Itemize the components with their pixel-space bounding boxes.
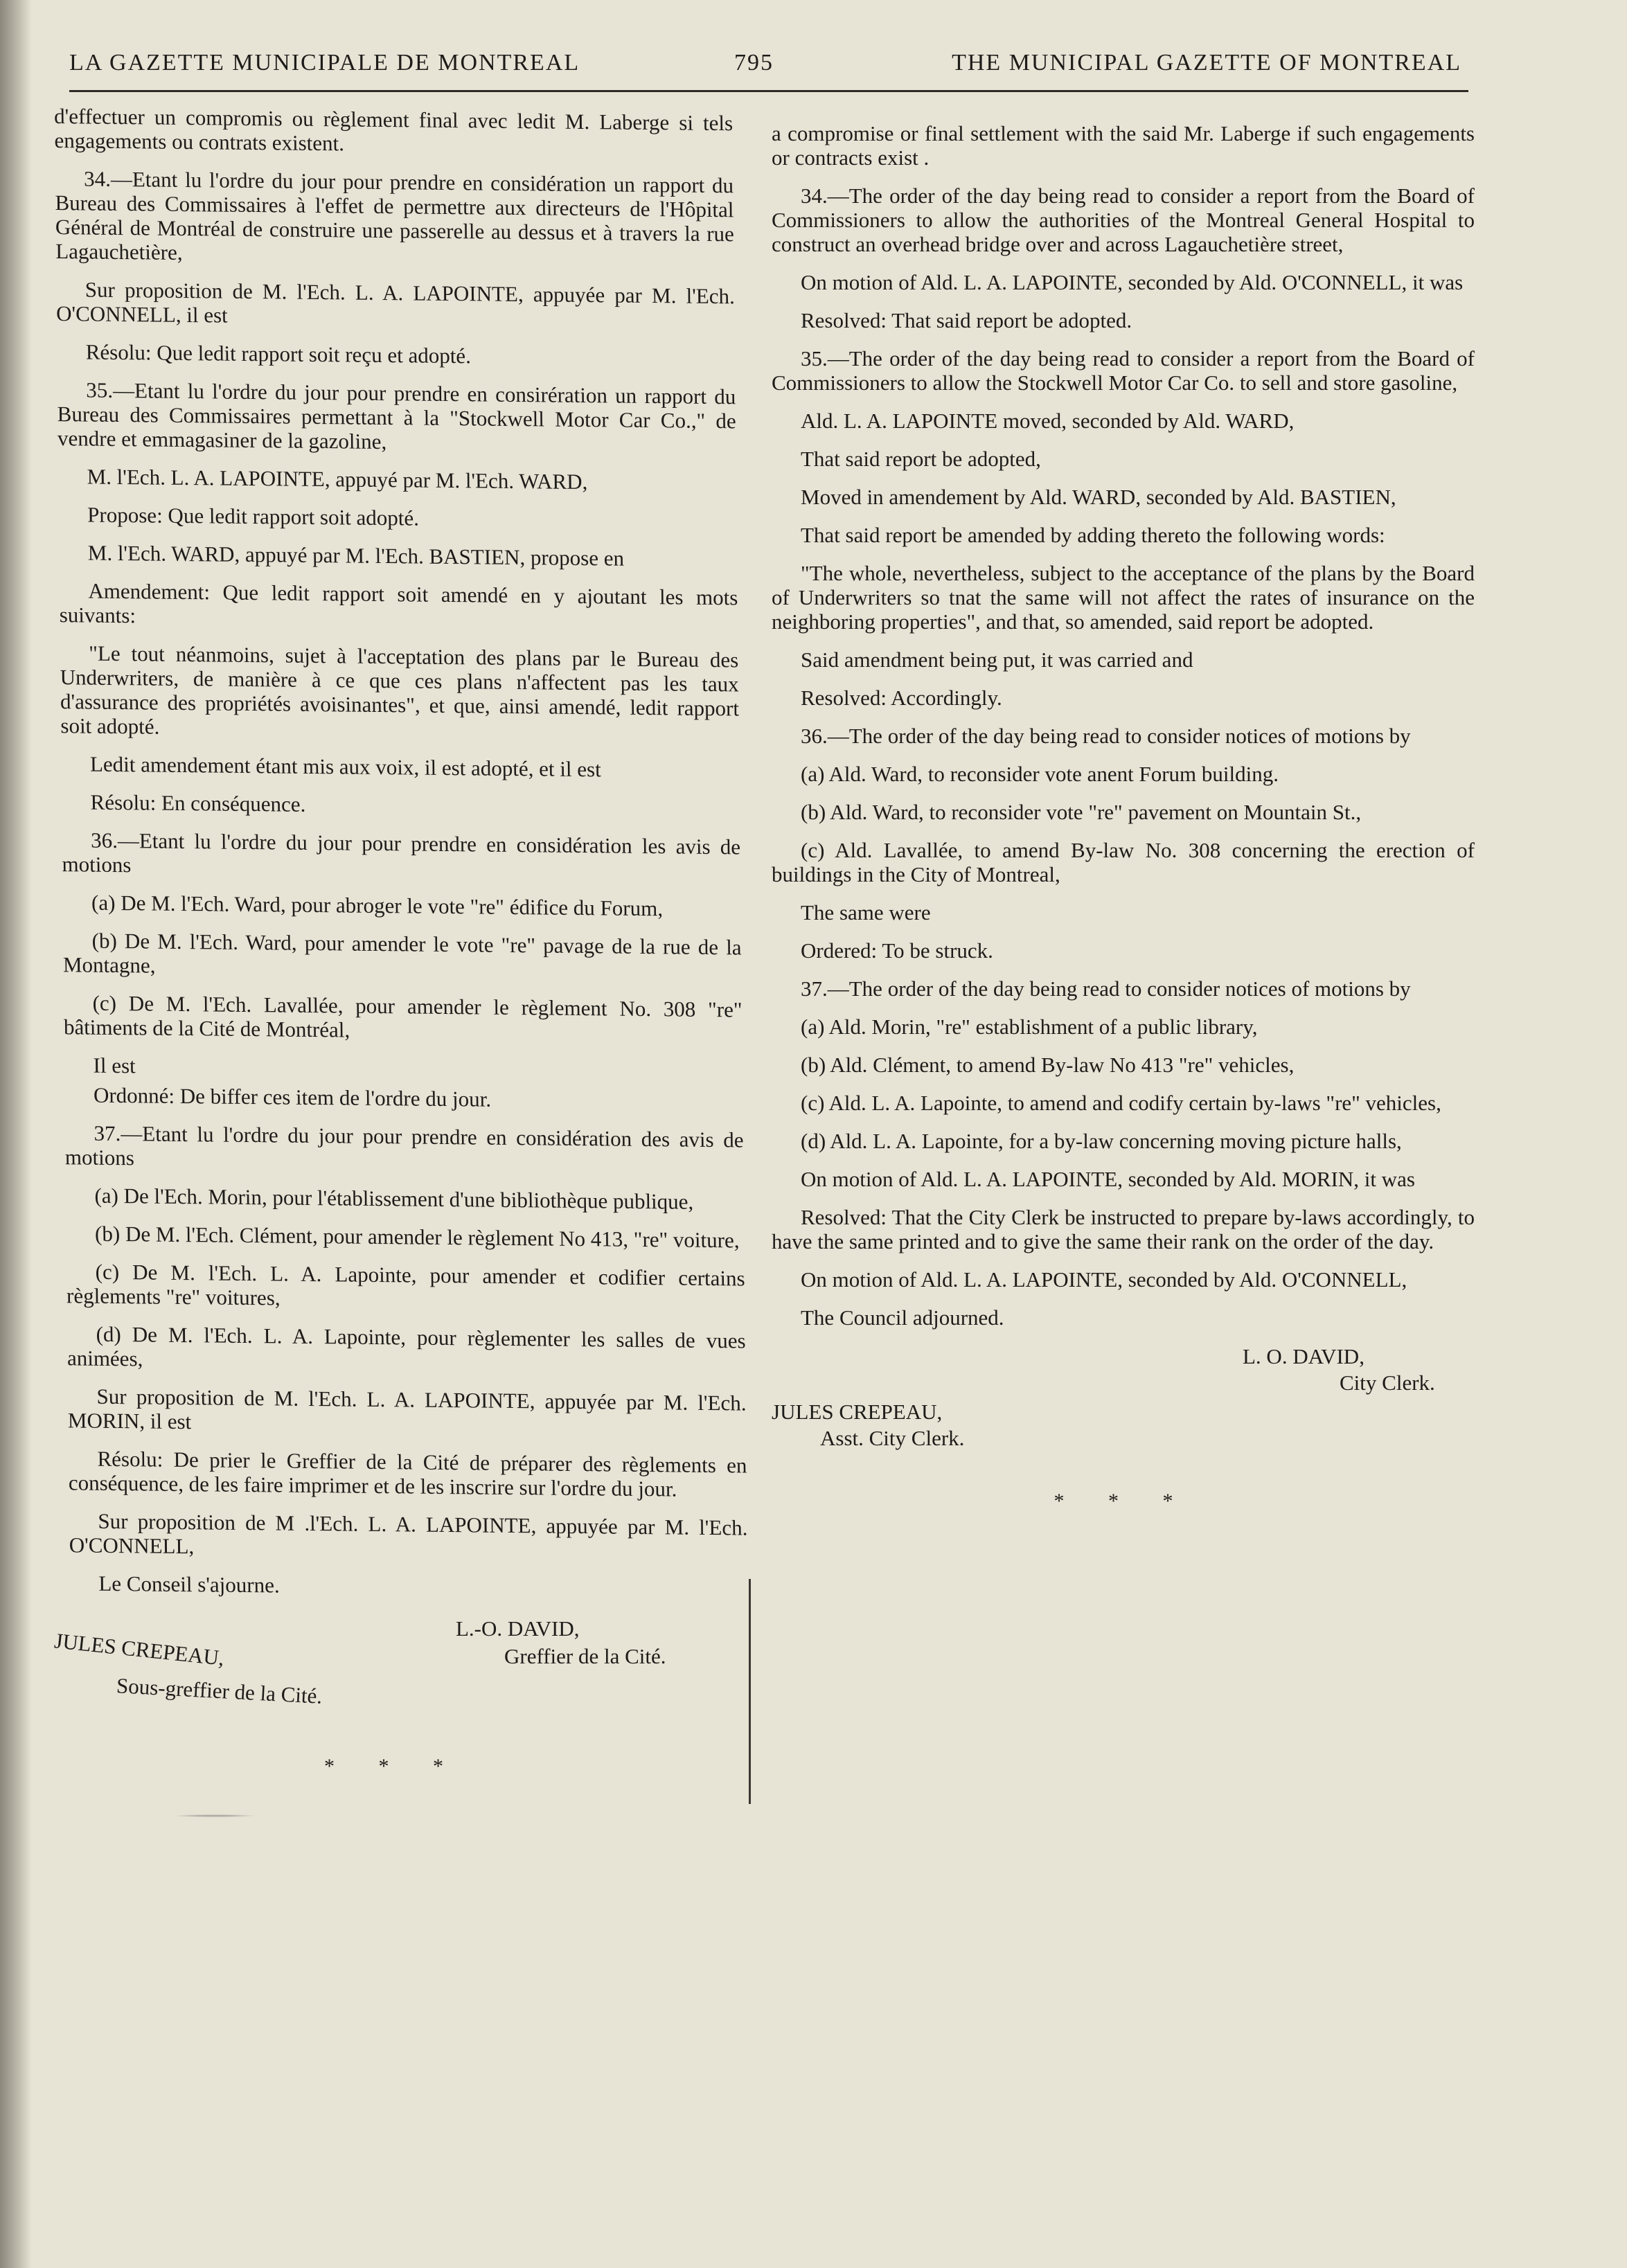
- clerk-name: L. O. DAVID,: [1243, 1344, 1364, 1368]
- header-rule: [69, 90, 1468, 92]
- header-french-title: LA GAZETTE MUNICIPALE DE MONTREAL: [69, 50, 580, 75]
- assistant-clerk-title: Sous-greffier de la Cité.: [116, 1673, 323, 1708]
- paragraph: That said report be amended by adding thereto the following words:: [801, 523, 1385, 547]
- paragraph: Sur proposition de M .l'Ech. L. A. LAPOINTE, appuyée par M. l'Ech. O'CONNELL,: [69, 1508, 748, 1559]
- paragraph: (c) Ald. Lavallée, to amend By-law No. 308 concerning the erection of buildings in the City of Montreal,: [772, 838, 1475, 886]
- clerk-name: L.-O. DAVID,: [456, 1616, 580, 1641]
- paragraph: (b) Ald. Clément, to amend By-law No 413 "re" vehicles,: [801, 1053, 1295, 1077]
- paragraph: Résolu: En conséquence.: [90, 789, 306, 816]
- paragraph: Ledit amendement étant mis aux voix, il est adopté, et il est: [89, 751, 601, 782]
- page-binding-shadow: [0, 0, 32, 2268]
- paragraph: Said amendment being put, it was carried and: [801, 648, 1193, 672]
- paragraph: Sur proposition de M. l'Ech. L. A. LAPOINTE, appuyée par M. l'Ech. O'CONNELL, il est: [55, 277, 735, 328]
- paragraph: Résolu: De prier le Greffier de la Cité de préparer des règlements en conséquence, de les faire imprimer et de les inscrire sur l'ordre du jour.: [68, 1446, 747, 1501]
- paragraph: 37.—The order of the day being read to consider notices of motions by: [801, 976, 1411, 1001]
- paragraph: "The whole, nevertheless, subject to the acceptance of the plans by the Board of Underwriters so tnat the same will not affect the rates of insurance on the neighboring properties", and that, so amended, said report be adopted.: [772, 561, 1475, 634]
- paragraph: a compromise or final settlement with the said Mr. Laberge if such engagements or contracts exist .: [772, 121, 1475, 170]
- column-divider: [749, 1579, 751, 1804]
- paragraph: (d) Ald. L. A. Lapointe, for a by-law concerning moving picture halls,: [801, 1129, 1402, 1153]
- section-end-stars: * * *: [1053, 1490, 1193, 1512]
- paragraph: 34.—Etant lu l'ordre du jour pour prendre en considération un rapport du Bureau des Commissaires à l'effet de permettre aux directeurs de l'Hôpital Général de Montréal de construire une passerelle au dessus et à travers la rue Lagauchetière,: [55, 166, 734, 265]
- paragraph: The same were: [801, 900, 931, 925]
- paragraph: Sur proposition de M. l'Ech. L. A. LAPOINTE, appuyée par M. l'Ech. MORIN, il est: [67, 1384, 747, 1434]
- page-number: 795: [734, 50, 774, 75]
- paragraph: (a) Ald. Morin, "re" establishment of a public library,: [801, 1015, 1258, 1039]
- paragraph: On motion of Ald. L. A. LAPOINTE, seconded by Ald. O'CONNELL, it was: [801, 270, 1464, 294]
- paragraph: On motion of Ald. L. A. LAPOINTE, seconded by Ald. MORIN, it was: [801, 1167, 1415, 1191]
- french-signature-block: [54, 1609, 733, 1747]
- paragraph: 34.—The order of the day being read to consider a report from the Board of Commissioners to allow the authorities of the Montreal General Hospital to construct an overhead bridge over and across Lagauchetière street,: [772, 184, 1475, 256]
- header-english-title: THE MUNICIPAL GAZETTE OF MONTREAL: [952, 50, 1461, 75]
- clerk-title: City Clerk.: [1340, 1370, 1435, 1395]
- paragraph: 35.—Etant lu l'ordre du jour pour prendre en consirération un rapport du Bureau des Commissaires permettant à la "Stockwell Motor Car Co.," de vendre et emmagasiner de la gazoline,: [57, 377, 736, 454]
- paragraph: (c) De M. l'Ech. Lavallée, pour amender le règlement No. 308 "re" bâtiments de la Cité de Montréal,: [63, 990, 743, 1042]
- paragraph: (b) Ald. Ward, to reconsider vote "re" pavement on Mountain St.,: [801, 800, 1362, 824]
- paragraph: Propose: Que ledit rapport soit adopté.: [87, 502, 420, 530]
- paragraph: (c) De M. l'Ech. L. A. Lapointe, pour amender et codifier certains règlements "re" voitures,: [66, 1259, 745, 1310]
- page-header: [69, 50, 1461, 91]
- assistant-clerk-name: JULES CREPEAU,: [772, 1400, 943, 1424]
- paragraph: That said report be adopted,: [801, 447, 1041, 471]
- paper-blemish: [173, 1814, 256, 1817]
- paragraph: 35.—The order of the day being read to consider a report from the Board of Commissioners to allow the Stockwell Motor Car Co. to sell and store gasoline,: [772, 346, 1475, 395]
- paragraph: (c) Ald. L. A. Lapointe, to amend and codify certain by-laws "re" vehicles,: [801, 1091, 1441, 1115]
- paragraph: 36.—Etant lu l'ordre du jour pour prendre en considération les avis de motions: [62, 828, 741, 877]
- paragraph: Resolved: That said report be adopted.: [801, 308, 1132, 332]
- paragraph: (d) De M. l'Ech. L. A. Lapointe, pour règlementer les salles de vues animées,: [66, 1321, 746, 1371]
- assistant-clerk-name: JULES CREPEAU,: [53, 1628, 226, 1670]
- french-column: [53, 104, 748, 1778]
- paragraph: The Council adjourned.: [801, 1305, 1004, 1330]
- paragraph: Le Conseil s'ajourne.: [98, 1571, 280, 1598]
- paragraph: M. l'Ech. WARD, appuyé par M. l'Ech. BASTIEN, propose en: [87, 540, 625, 571]
- paragraph: Résolu: Que ledit rapport soit reçu et adopté.: [85, 339, 472, 368]
- paragraph: "Le tout néanmoins, sujet à l'acceptation des plans par le Bureau des Underwriters, de manière à ce que ces plans n'affectent pas les taux d'assurance des propriétés avoisinantes", et que, ainsi amendé, ledit rapport soit adopté.: [60, 641, 740, 739]
- paragraph: d'effectuer un compromis ou règlement final avec ledit M. Laberge si tels engagements ou contrats existent.: [54, 104, 734, 156]
- paragraph: 37.—Etant lu l'ordre du jour pour prendre en considération des avis de motions: [64, 1120, 744, 1170]
- section-end-stars: * * *: [324, 1755, 463, 1778]
- paragraph: Resolved: Accordingly.: [801, 686, 1002, 710]
- paragraph: Il est: [93, 1053, 136, 1078]
- paragraph: Ordonné: De biffer ces item de l'ordre du jour.: [93, 1082, 492, 1111]
- paragraph: (b) De M. l'Ech. Clément, pour amender le règlement No 413, "re" voiture,: [94, 1221, 740, 1253]
- paragraph: Amendement: Que ledit rapport soit amendé en y ajoutant les mots suivants:: [59, 578, 738, 628]
- paragraph: (b) De M. l'Ech. Ward, pour amender le vote "re" pavage de la rue de la Montagne,: [62, 928, 742, 978]
- clerk-title: Greffier de la Cité.: [504, 1644, 666, 1668]
- paragraph: (a) Ald. Ward, to reconsider vote anent Forum building.: [801, 762, 1279, 786]
- assistant-clerk-title: Asst. City Clerk.: [820, 1426, 965, 1450]
- paragraph: Ald. L. A. LAPOINTE moved, seconded by Ald. WARD,: [801, 409, 1295, 433]
- english-signature-block: [772, 1343, 1475, 1482]
- paragraph: On motion of Ald. L. A. LAPOINTE, seconded by Ald. O'CONNELL,: [801, 1267, 1407, 1292]
- paragraph: Ordered: To be struck.: [801, 938, 993, 963]
- paragraph: (a) De l'Ech. Morin, pour l'établissement d'une bibliothèque publique,: [94, 1183, 694, 1214]
- paragraph: (a) De M. l'Ech. Ward, pour abroger le vote "re" édifice du Forum,: [91, 890, 664, 921]
- paragraph: M. l'Ech. L. A. LAPOINTE, appuyé par M. l'Ech. WARD,: [87, 464, 588, 494]
- english-column: [772, 121, 1475, 1513]
- paragraph: Resolved: That the City Clerk be instructed to prepare by-laws accordingly, to have the same printed and to give the same their rank on the order of the day.: [772, 1205, 1475, 1253]
- paragraph: 36.—The order of the day being read to consider notices of motions by: [801, 724, 1411, 748]
- paragraph: Moved in amendement by Ald. WARD, seconded by Ald. BASTIEN,: [801, 485, 1396, 509]
- french-text-block: [54, 104, 748, 1602]
